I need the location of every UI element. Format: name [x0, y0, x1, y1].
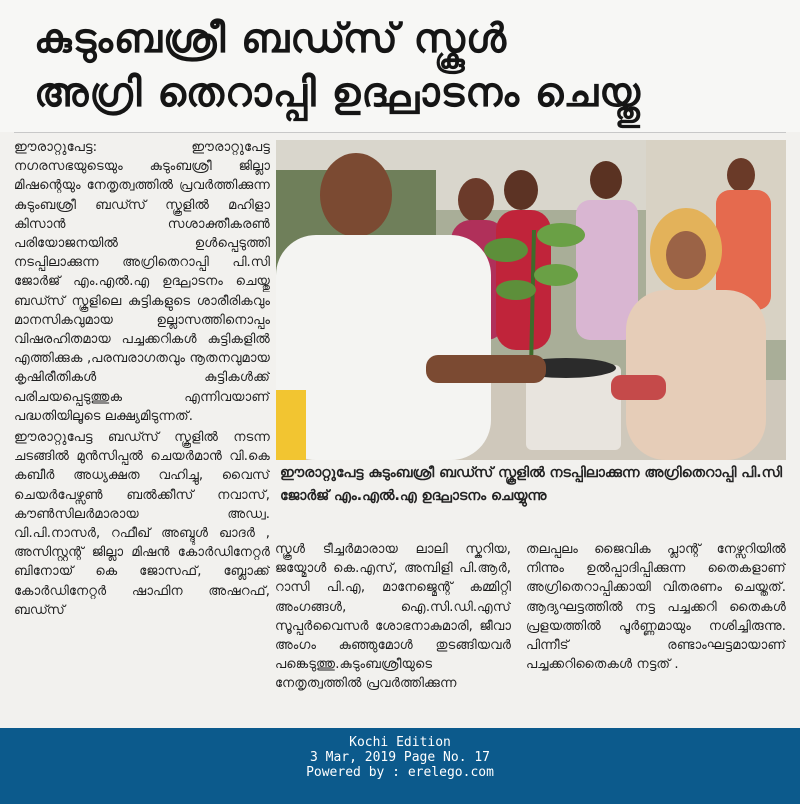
article-column-2	[275, 540, 511, 726]
edition-name: Kochi Edition	[349, 735, 451, 750]
photo-illustration	[276, 140, 786, 460]
photo-caption: ഈരാറ്റുപേട്ട കുടുംബശ്രീ ബഡ്സ് സ്കൂളിൽ നടപ്പിലാക്കുന്ന അഗ്രിതെറാപ്പി പി.സി ജോർജ് എം.എൽ.എ ഉദ്ഘാടനം ചെയ്യുന്നു	[280, 465, 782, 504]
article-column-1	[14, 138, 270, 726]
article-column-3	[526, 540, 786, 726]
article-paragraph-1: ഈരാറ്റുപേട്ട: ഈരാറ്റുപേട്ട നഗരസഭയുടെയും കുടുംബശ്രീ ജില്ലാ മിഷന്റെയും നേതൃത്വത്തിൽ പ്രവർത്തിക്കുന്ന കുടുംബശ്രീ ബഡ്സ് സ്കൂളിൽ മഹിളാ കിസാൻ സശാക്തീകരൺ പരിയോജനയിൽ ഉൾപ്പെടുത്തി നടപ്പിലാക്കുന്ന അഗ്രിതെറാപ്പി പി.സി ജോർജ് എം.എൽ.എ ഉദ്ഘാടനം ചെയ്തു ബഡ്സ് സ്കൂളിലെ കുട്ടികളുടെ ശാരീരികവും മാനസികവുമായ ഉല്ലാസത്തിനൊപ്പം വിഷരഹിതമായ പച്ചക്കറികൾ കുട്ടികളിൽ എത്തിക്കുക ,പരമ്പരാഗതവും നൂതനവുമായ കൃഷിരീതികൾ കുട്ടികൾക്ക് പരിചയപ്പെടുത്തുക എന്നിവയാണ് പദ്ധതിയിലൂടെ ലക്ഷ്യമിടുന്നത്.	[14, 140, 270, 424]
headline-line-2: അഗ്രി തെറാപ്പി ഉദ്ഘാടനം ചെയ്തു	[34, 70, 641, 116]
article-paragraph-4: തലപ്പലം ജൈവിക പ്ലാന്റ് നേഴ്സറിയിൽ നിന്നും ഉൽപ്പാദിപ്പിക്കുന്ന തൈകളാണ് അഗ്രിതെറാപ്പിക്കായി വിതരണം ചെയ്തത്. ആദ്യഘട്ടത്തിൽ നട്ട പച്ചക്കറി തൈകൾ പ്രളയത്തിൽ പൂർണ്ണമായും നശിച്ചിരുന്നു. പിന്നീട് രണ്ടാംഘട്ടമായാണ് പച്ചക്കറിതൈകൾ നട്ടത് .	[526, 542, 786, 673]
article-paragraph-2: ഈരാറ്റുപേട്ട ബഡ്സ് സ്കൂളിൽ നടന്ന ചടങ്ങിൽ മുൻസിപ്പൽ ചെയർമാൻ വി.കെ കബീർ അധ്യക്ഷത വഹിച്ചു, വൈസ് ചെയർപേഴ്സൺ ബൽക്കീസ് നവാസ്, കൗൺസിലർമാരായ അഡ്വ. വി.പി.നാസർ, റഫീഖ് അബ്ദുൾ ഖാദർ , അസിസ്റ്റന്റ് ജില്ലാ മിഷൻ കോർഡിനേറ്റർ ബിനോയ് കെ ജോസഫ്, ബ്ലോക്ക് കോർഡിനേറ്റർ ഷാഫിന അഷറഫ്, ബഡ്സ്	[14, 430, 270, 618]
powered-by-link[interactable]: Powered by : erelego.com	[306, 765, 494, 780]
headline-line-1: കുടുംബശ്രീ ബഡ്സ് സ്കൂൾ	[34, 16, 508, 62]
edition-date-page: 3 Mar, 2019 Page No. 17	[309, 750, 490, 765]
article-photo	[276, 140, 786, 460]
headline	[0, 0, 800, 132]
headline-divider	[14, 132, 786, 133]
edition-footer	[0, 728, 800, 804]
article-paragraph-3: സ്കൂൾ ടീച്ചർമാരായ ലാലി സ്കറിയ, ജയ്മോൾ കെ.എസ്, അമ്പിളി പി.ആർ, റാസി പി.എ, മാനേജ്മെന്റ് കമ്മിറ്റി അംഗങ്ങൾ, ഐ.സി.ഡി.എസ് സൂപ്പർവൈസർ ശോഭനാകുമാരി, ജീവാ അംഗം കുഞ്ഞുമോൾ തുടങ്ങിയവർ പങ്കെടുത്തു.കുടുംബശ്രീയുടെ നേതൃത്വത്തിൽ പ്രവർത്തിക്കുന്ന	[275, 542, 511, 692]
